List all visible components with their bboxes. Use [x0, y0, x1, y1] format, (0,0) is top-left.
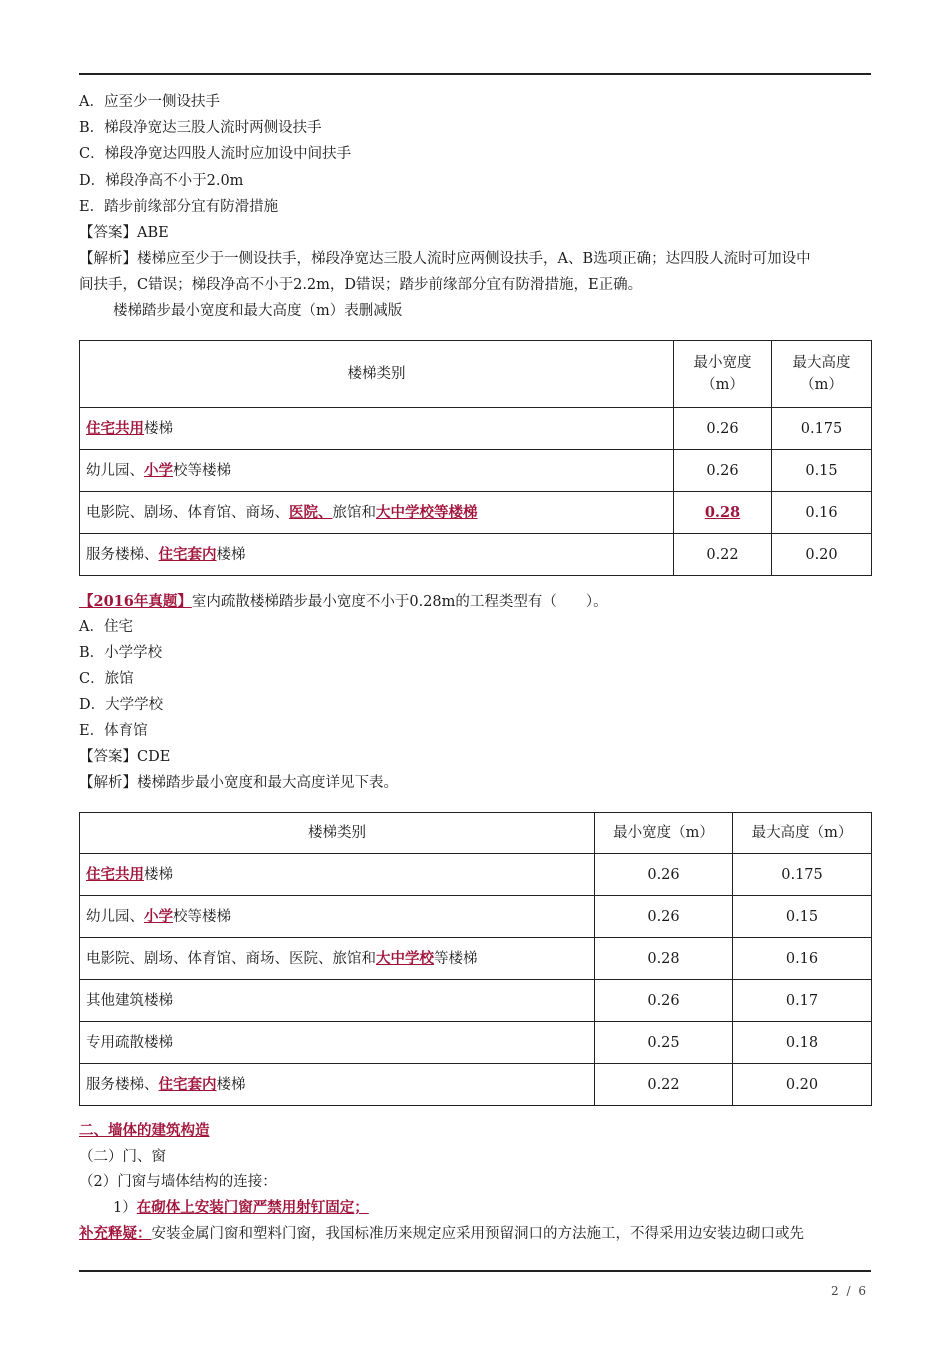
header-rule: [79, 73, 871, 75]
table2-cell-type: 其他建筑楼梯: [80, 980, 595, 1022]
q1-option-d: D．梯段净高不小于2.0m: [79, 173, 244, 189]
q1-option-a: A．应至少一侧设扶手: [79, 94, 220, 110]
table2-cell-type: 专用疏散楼梯: [80, 1022, 595, 1064]
table1-header-width: 最小宽度 （m）: [674, 341, 772, 408]
table2-header-type: 楼梯类别: [80, 813, 595, 854]
table2-cell-height: 0.15: [733, 896, 872, 938]
table2-cell-type: 服务楼梯、住宅套内楼梯: [80, 1064, 595, 1106]
table-row: [80, 1064, 872, 1106]
footer-rule: [79, 1270, 871, 1272]
section-heading: 二、墙体的建筑构造: [79, 1122, 210, 1139]
table1-cell-width: 0.28: [674, 492, 772, 534]
table2-header-row: [80, 813, 872, 854]
table2-cell-width: 0.25: [595, 1022, 733, 1064]
table-row: [80, 938, 872, 980]
table1-cell-height: 0.15: [772, 450, 872, 492]
q1-answer: 【答案】ABE: [79, 225, 169, 241]
section-sub2: （2）门窗与墙体结构的连接：: [79, 1174, 277, 1190]
table2-cell-height: 0.17: [733, 980, 872, 1022]
q2-question: 【2016年真题】室内疏散楼梯踏步最小宽度不小于0.28m的工程类型有（ ）。: [79, 593, 608, 610]
table2-header-height: 最大高度（m）: [733, 813, 872, 854]
table1-cell-width: 0.26: [674, 408, 772, 450]
table1-cell-type: 服务楼梯、住宅套内楼梯: [80, 534, 674, 576]
table1-caption: 楼梯踏步最小宽度和最大高度（m）表删减版: [113, 303, 403, 319]
table1-cell-height: 0.175: [772, 408, 872, 450]
table2-cell-height: 0.20: [733, 1064, 872, 1106]
q1-option-b: B．梯段净宽达三股人流时两侧设扶手: [79, 120, 322, 136]
table2-cell-height: 0.18: [733, 1022, 872, 1064]
table2: [79, 812, 872, 1106]
table2-cell-height: 0.16: [733, 938, 872, 980]
table1-cell-height: 0.16: [772, 492, 872, 534]
table1-cell-width: 0.26: [674, 450, 772, 492]
table-row: [80, 534, 872, 576]
table2-cell-type: 幼儿园、小学校等楼梯: [80, 896, 595, 938]
q2-option-b: B．小学学校: [79, 645, 163, 661]
table1-cell-height: 0.20: [772, 534, 872, 576]
page-number: 2 / 6: [831, 1284, 868, 1298]
section-sub1: （二）门、窗: [79, 1149, 166, 1165]
q2-analysis: 【解析】楼梯踏步最小宽度和最大高度详见下表。: [79, 775, 398, 791]
table2-cell-width: 0.26: [595, 854, 733, 896]
table1-header-type: 楼梯类别: [80, 341, 674, 408]
table2-cell-width: 0.26: [595, 980, 733, 1022]
table2-header-width: 最小宽度（m）: [595, 813, 733, 854]
table2-cell-type: 住宅共用楼梯: [80, 854, 595, 896]
table2-cell-width: 0.28: [595, 938, 733, 980]
table2-cell-width: 0.26: [595, 896, 733, 938]
table1-cell-width: 0.22: [674, 534, 772, 576]
table1-cell-type: 电影院、剧场、体育馆、商场、医院、旅馆和大中学校等楼梯: [80, 492, 674, 534]
table-row: [80, 854, 872, 896]
q2-option-c: C．旅馆: [79, 671, 134, 687]
q1-option-c: C．梯段净宽达四股人流时应加设中间扶手: [79, 146, 352, 162]
table-row: [80, 492, 872, 534]
table1: [79, 340, 872, 576]
q2-option-e: E．体育馆: [79, 723, 148, 739]
q2-option-a: A．住宅: [79, 619, 133, 635]
table2-cell-height: 0.175: [733, 854, 872, 896]
table-row: [80, 408, 872, 450]
q1-analysis-line2: 间扶手，C错误；梯段净高不小于2.2m，D错误；踏步前缘部分宜有防滑措施，E正确。: [79, 277, 643, 293]
table2-cell-type: 电影院、剧场、体育馆、商场、医院、旅馆和大中学校等楼梯: [80, 938, 595, 980]
table1-header-row: [80, 341, 872, 408]
table-row: [80, 980, 872, 1022]
q1-analysis-line1: 【解析】楼梯应至少于一侧设扶手，梯段净宽达三股人流时应两侧设扶手，A、B选项正确；达四股人流时可加设中: [79, 251, 811, 267]
q2-answer: 【答案】CDE: [79, 749, 171, 765]
table1-cell-type: 住宅共用楼梯: [80, 408, 674, 450]
q1-option-e: E．踏步前缘部分宜有防滑措施: [79, 199, 279, 215]
table-row: [80, 1022, 872, 1064]
table-row: [80, 450, 872, 492]
table1-header-height: 最大高度 （m）: [772, 341, 872, 408]
supplement: 补充释疑：安装金属门窗和塑料门窗，我国标准历来规定应采用预留洞口的方法施工，不得采用边安装边砌口或先: [79, 1225, 804, 1242]
section-item1: 1）在砌体上安装门窗严禁用射钉固定；: [113, 1199, 369, 1216]
table2-cell-width: 0.22: [595, 1064, 733, 1106]
q2-option-d: D．大学学校: [79, 697, 164, 713]
table1-cell-type: 幼儿园、小学校等楼梯: [80, 450, 674, 492]
q2-tag: 【2016年真题】: [79, 593, 192, 610]
supplement-label: 补充释疑：: [79, 1225, 152, 1242]
table-row: [80, 896, 872, 938]
